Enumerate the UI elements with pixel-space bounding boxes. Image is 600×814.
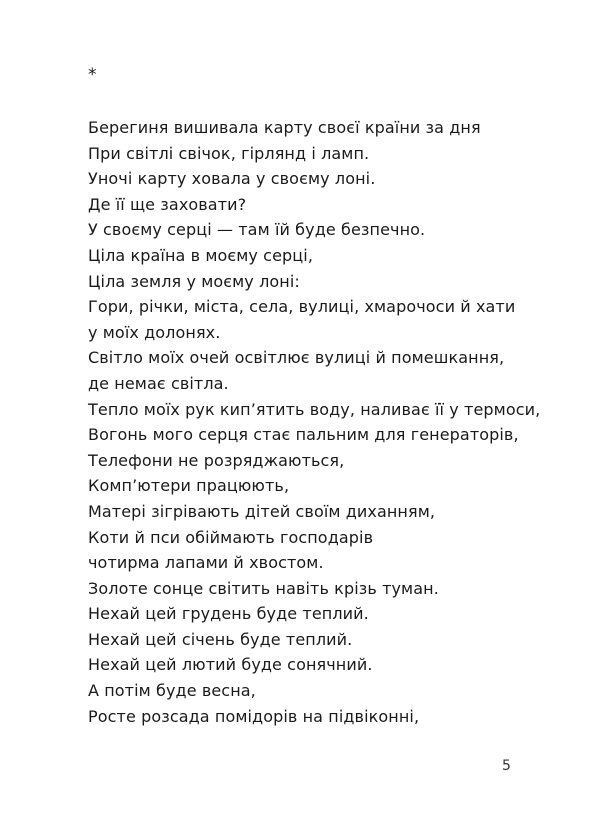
poem-line: При світлі свічок, гірлянд і ламп. bbox=[88, 143, 370, 163]
poem-line: де немає світла. bbox=[88, 373, 229, 393]
poem-line: чотирма лапами й хвостом. bbox=[88, 553, 324, 573]
poem-line: Гори, річки, міста, села, вулиці, хмарочоси й хати bbox=[88, 297, 516, 317]
poem-line: Золоте сонце світить навіть крізь туман. bbox=[88, 578, 439, 598]
poem-line: А потім буде весна, bbox=[88, 681, 256, 701]
poem-line: Нехай цей грудень буде теплий. bbox=[88, 604, 369, 624]
poem-line: У своєму серці — там їй буде безпечно. bbox=[88, 220, 426, 240]
poem-line: Коти й пси обіймають господарів bbox=[88, 527, 374, 547]
poem-line: Комп’ютери працюють, bbox=[88, 476, 290, 496]
poem-line: Берегиня вишивала карту своєї країни за дня bbox=[88, 118, 481, 137]
poem-line: Уночі карту ховала у своєму лоні. bbox=[88, 169, 376, 189]
poem-line: Телефони не розряджаються, bbox=[88, 450, 345, 470]
poem-line: Вогонь мого серця стає пальним для генераторів, bbox=[88, 425, 519, 445]
section-marker: * bbox=[88, 65, 97, 85]
page-number: 5 bbox=[502, 758, 511, 774]
poem-line: Де її ще заховати? bbox=[88, 194, 247, 214]
poem-line: Нехай цей січень буде теплий. bbox=[88, 629, 353, 649]
poem-line: Ціла країна в моєму серці, bbox=[88, 245, 314, 265]
poem-line: Нехай цей лютий буде сонячний. bbox=[88, 655, 373, 675]
poem-line: у моїх долонях. bbox=[88, 322, 221, 342]
poem-line: Тепло моїх рук кип’ятить воду, наливає її у термоси, bbox=[88, 399, 541, 419]
poem-line: Ціла земля у моєму лоні: bbox=[88, 271, 300, 291]
poem-line: Росте розсада помідорів на підвіконні, bbox=[88, 706, 420, 726]
poem-text bbox=[88, 115, 540, 729]
poem-line: Світло моїх очей освітлює вулиці й помешкання, bbox=[88, 348, 505, 368]
poem-line: Матері зігрівають дітей своїм диханням, bbox=[88, 501, 436, 521]
